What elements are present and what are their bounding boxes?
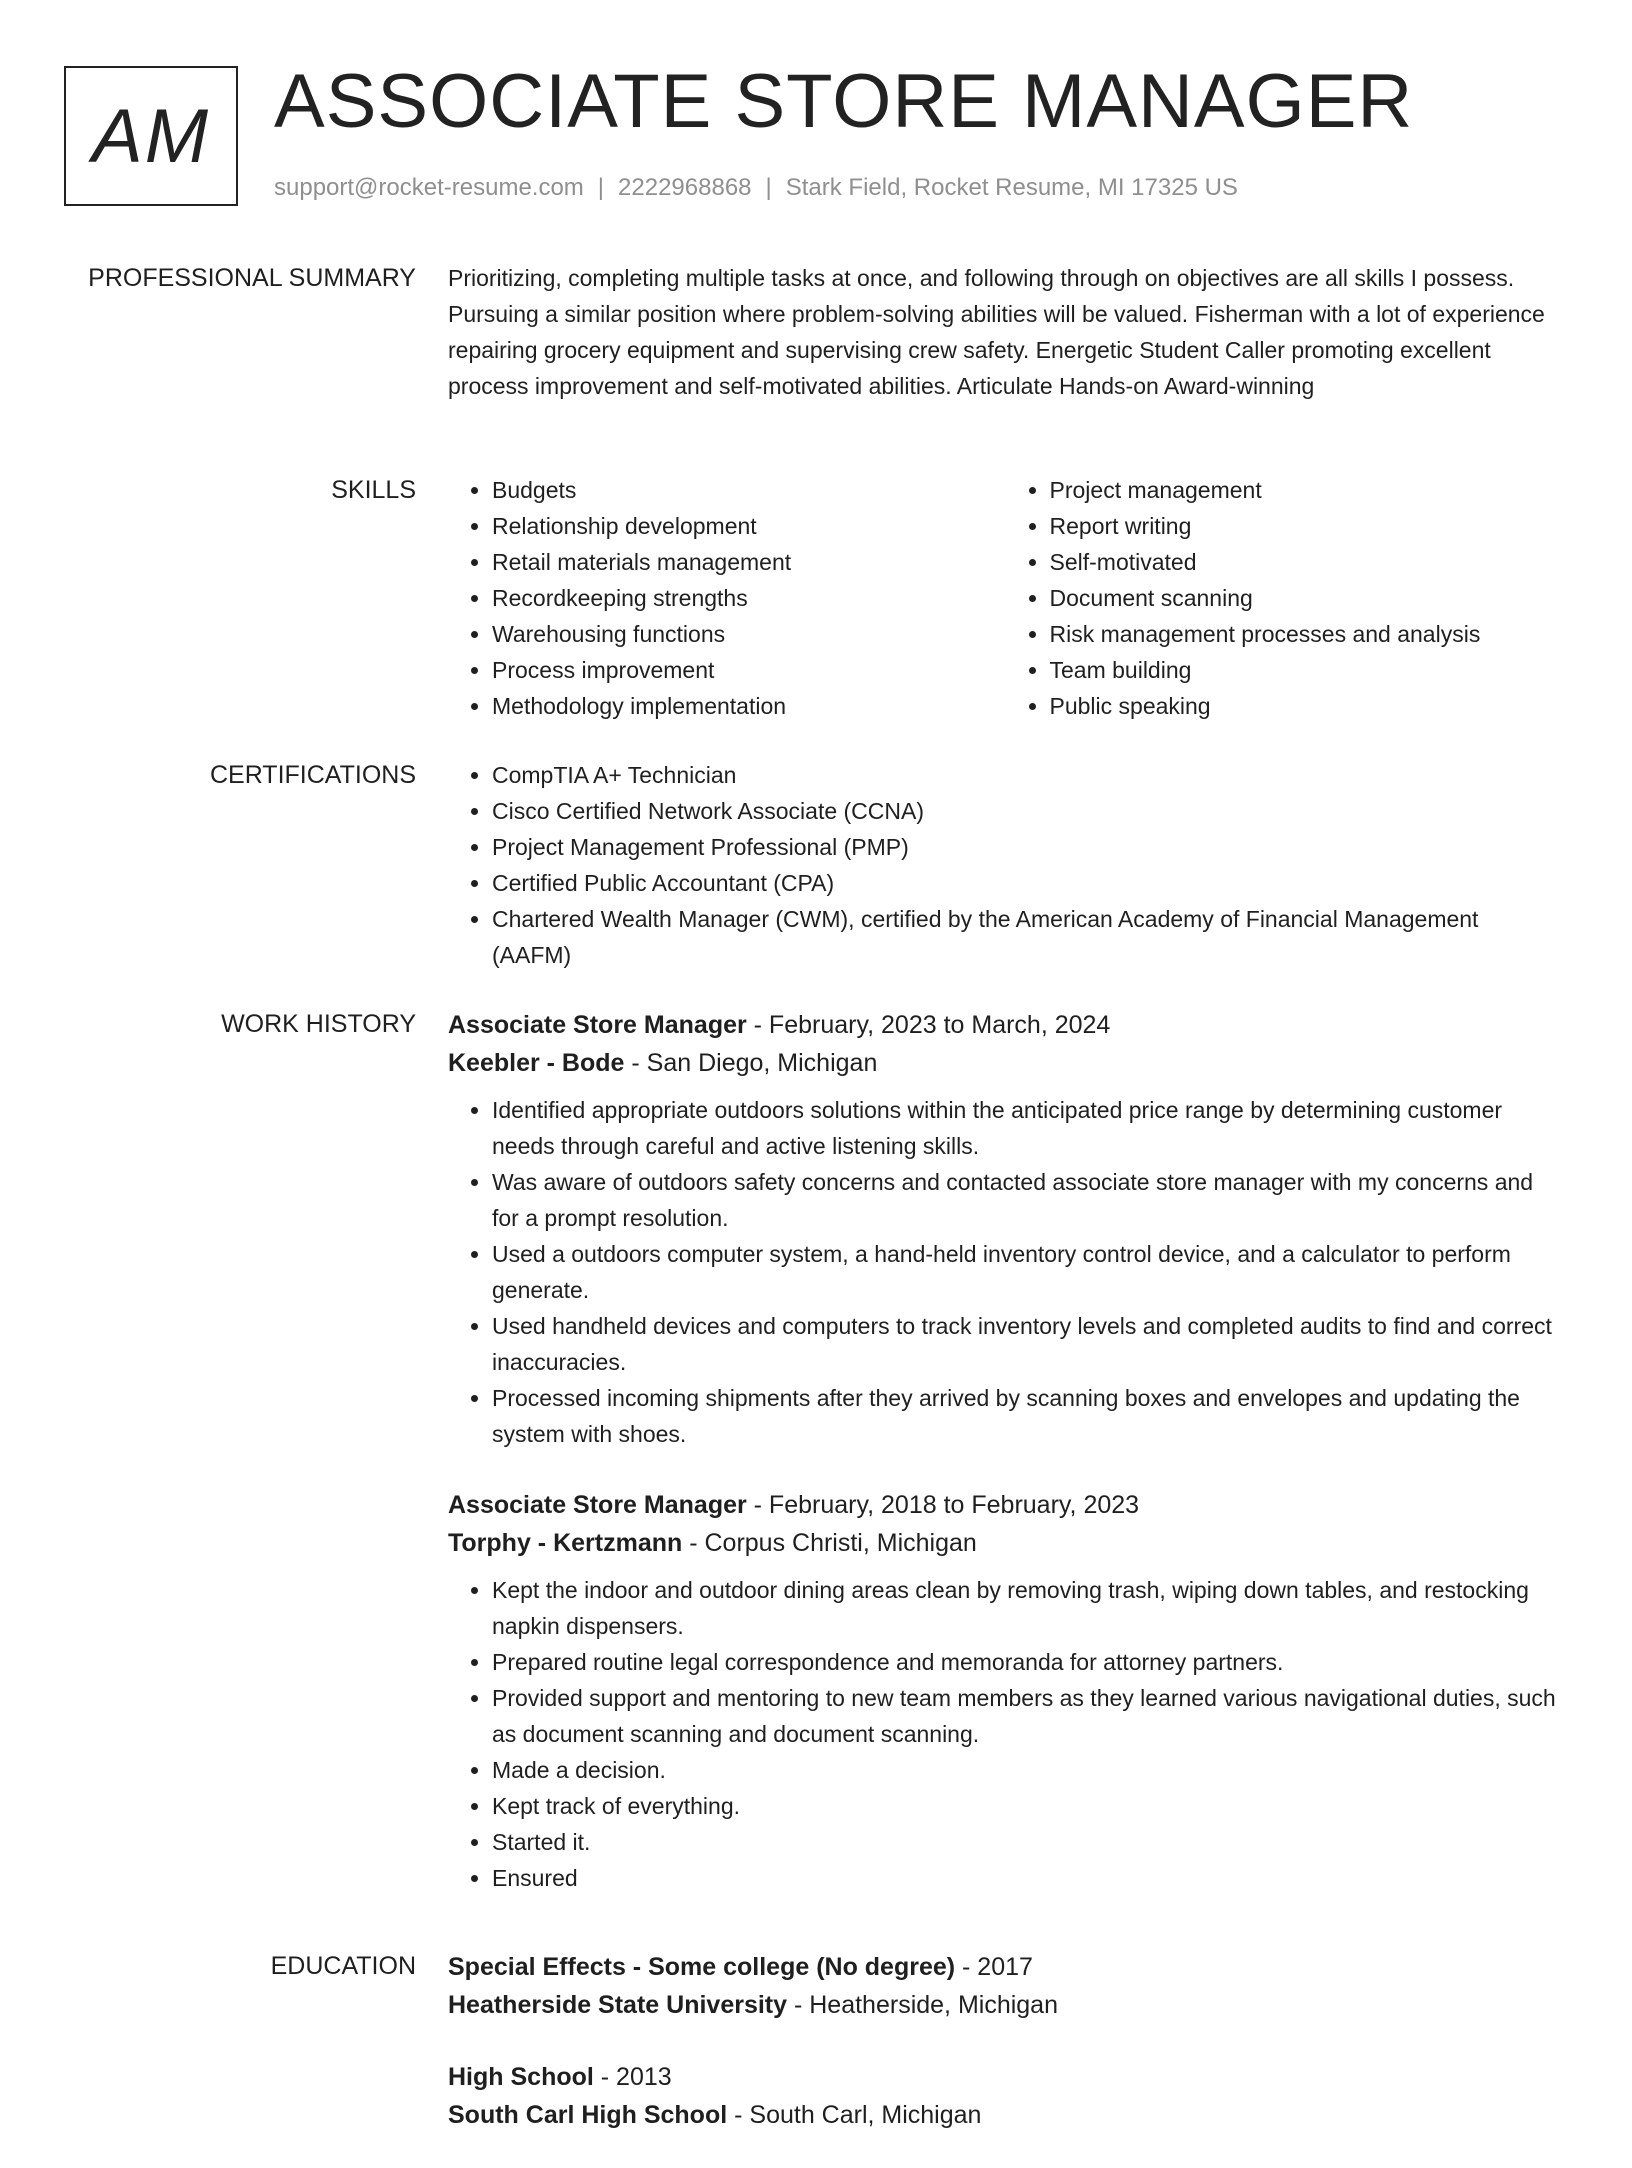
skill-item: • Recordkeeping strengths: [492, 580, 1006, 616]
job-bullet: • Processed incoming shipments after they arrived by scanning boxes and envelopes and updating the system with shoes.: [492, 1380, 1563, 1452]
job-bullet: • Prepared routine legal correspondence and memoranda for attorney partners.: [492, 1644, 1563, 1680]
job-bullet: • Provided support and mentoring to new team members as they learned various navigational duties, such as document scanning and document scanning.: [492, 1680, 1563, 1752]
section-label: EDUCATION: [270, 1952, 416, 1980]
section-label: SKILLS: [331, 476, 416, 504]
skill-item: • Risk management processes and analysis: [1050, 616, 1564, 652]
job-bullet: • Kept track of everything.: [492, 1788, 1563, 1824]
skill-item: • Project management: [1050, 472, 1564, 508]
job-bullet: • Identified appropriate outdoors solutions within the anticipated price range by determining customer needs through careful and active listening skills.: [492, 1092, 1563, 1164]
skill-item: • Budgets: [492, 472, 1006, 508]
certification-item: • Chartered Wealth Manager (CWM), certified by the American Academy of Financial Management (AAFM): [492, 901, 1563, 973]
job-title: Associate Store Manager: [448, 1491, 747, 1519]
education-location: - Heatherside, Michigan: [787, 1991, 1058, 2019]
contact-separator: |: [765, 174, 772, 201]
skills-list-right: [1006, 472, 1564, 724]
contact-address: Stark Field, Rocket Resume, MI 17325 US: [785, 174, 1238, 201]
contact-separator: |: [597, 174, 605, 201]
job-location: - San Diego, Michigan: [624, 1049, 878, 1077]
job-title-line: [448, 1006, 1563, 1044]
initials-monogram: AM: [64, 66, 238, 206]
job-title-line: [448, 1486, 1563, 1524]
skill-item: • Document scanning: [1050, 580, 1564, 616]
job-bullet: • Used handheld devices and computers to track inventory levels and completed audits to find and correct inaccuracies.: [492, 1308, 1563, 1380]
job-bullets: [448, 1572, 1563, 1896]
job-bullet: • Was aware of outdoors safety concerns and contacted associate store manager with my concerns and for a prompt resolution.: [492, 1164, 1563, 1236]
certification-item: • Certified Public Accountant (CPA): [492, 865, 1563, 901]
skills-list-left: [448, 472, 1006, 724]
job-dates: - February, 2018 to February, 2023: [746, 1491, 1140, 1519]
skill-item: • Retail materials management: [492, 544, 1006, 580]
education-year: - 2017: [955, 1953, 1033, 1981]
skill-item: • Relationship development: [492, 508, 1006, 544]
job-location: - Corpus Christi, Michigan: [682, 1529, 977, 1557]
resume-title: ASSOCIATE STORE MANAGER: [274, 59, 1414, 144]
education-school: South Carl High School: [448, 2101, 728, 2129]
job-bullet: • Used a outdoors computer system, a hand-held inventory control device, and a calculator to perform generate.: [492, 1236, 1563, 1308]
contact-phone: 2222968868: [618, 174, 752, 201]
job-bullets: [448, 1092, 1563, 1452]
education-entry: [448, 1948, 1563, 2024]
section-label: WORK HISTORY: [221, 1010, 416, 1038]
education-degree: Special Effects - Some college (No degree): [448, 1953, 956, 1981]
skill-item: • Report writing: [1050, 508, 1564, 544]
job-company: Keebler - Bode: [448, 1049, 625, 1077]
contact-email: support@rocket-resume.com: [274, 174, 584, 201]
certification-item: • CompTIA A+ Technician: [492, 757, 1563, 793]
job-company: Torphy - Kertzmann: [448, 1529, 683, 1557]
education-degree: High School: [448, 2063, 594, 2091]
education-year: - 2013: [593, 2063, 672, 2091]
job-dates: - February, 2023 to March, 2024: [746, 1011, 1111, 1039]
contact-line: [274, 174, 1238, 202]
job-bullet: • Started it.: [492, 1824, 1563, 1860]
education-location: - South Carl, Michigan: [727, 2101, 982, 2129]
job-title: Associate Store Manager: [448, 1011, 747, 1039]
job-entry: [448, 1006, 1563, 1452]
skill-item: • Process improvement: [492, 652, 1006, 688]
education-school: Heatherside State University: [448, 1991, 788, 2019]
education-school-line: [448, 2096, 1563, 2134]
job-company-line: [448, 1524, 1563, 1562]
education-school-line: [448, 1986, 1563, 2024]
certification-item: • Cisco Certified Network Associate (CCNA): [492, 793, 1563, 829]
section-label: CERTIFICATIONS: [209, 761, 416, 789]
summary-text: Prioritizing, completing multiple tasks at once, and following through on objectives are all skills I possess. Pursuing a similar position where problem-solving abilities will be valued. Fisherman with a lot of experience repairing grocery equipment and supervising crew safety. Energetic Student Caller promoting excellent process improvement and self-motivated abilities. Articulate Hands-on Award-winning: [448, 265, 1545, 399]
skill-item: • Warehousing functions: [492, 616, 1006, 652]
skill-item: • Public speaking: [1050, 688, 1564, 724]
education-degree-line: [448, 2058, 1563, 2096]
certification-item: • Project Management Professional (PMP): [492, 829, 1563, 865]
job-entry: [448, 1486, 1563, 1896]
education-entry: [448, 2058, 1563, 2134]
certifications-list: [448, 757, 1563, 973]
job-bullet: • Made a decision.: [492, 1752, 1563, 1788]
education-degree-line: [448, 1948, 1563, 1986]
skill-item: • Team building: [1050, 652, 1564, 688]
job-bullet: • Kept the indoor and outdoor dining areas clean by removing trash, wiping down tables, and restocking napkin dispensers.: [492, 1572, 1563, 1644]
section-label: PROFESSIONAL SUMMARY: [88, 264, 416, 292]
skill-item: • Self-motivated: [1050, 544, 1564, 580]
job-company-line: [448, 1044, 1563, 1082]
skill-item: • Methodology implementation: [492, 688, 1006, 724]
job-bullet: • Ensured: [492, 1860, 1563, 1896]
